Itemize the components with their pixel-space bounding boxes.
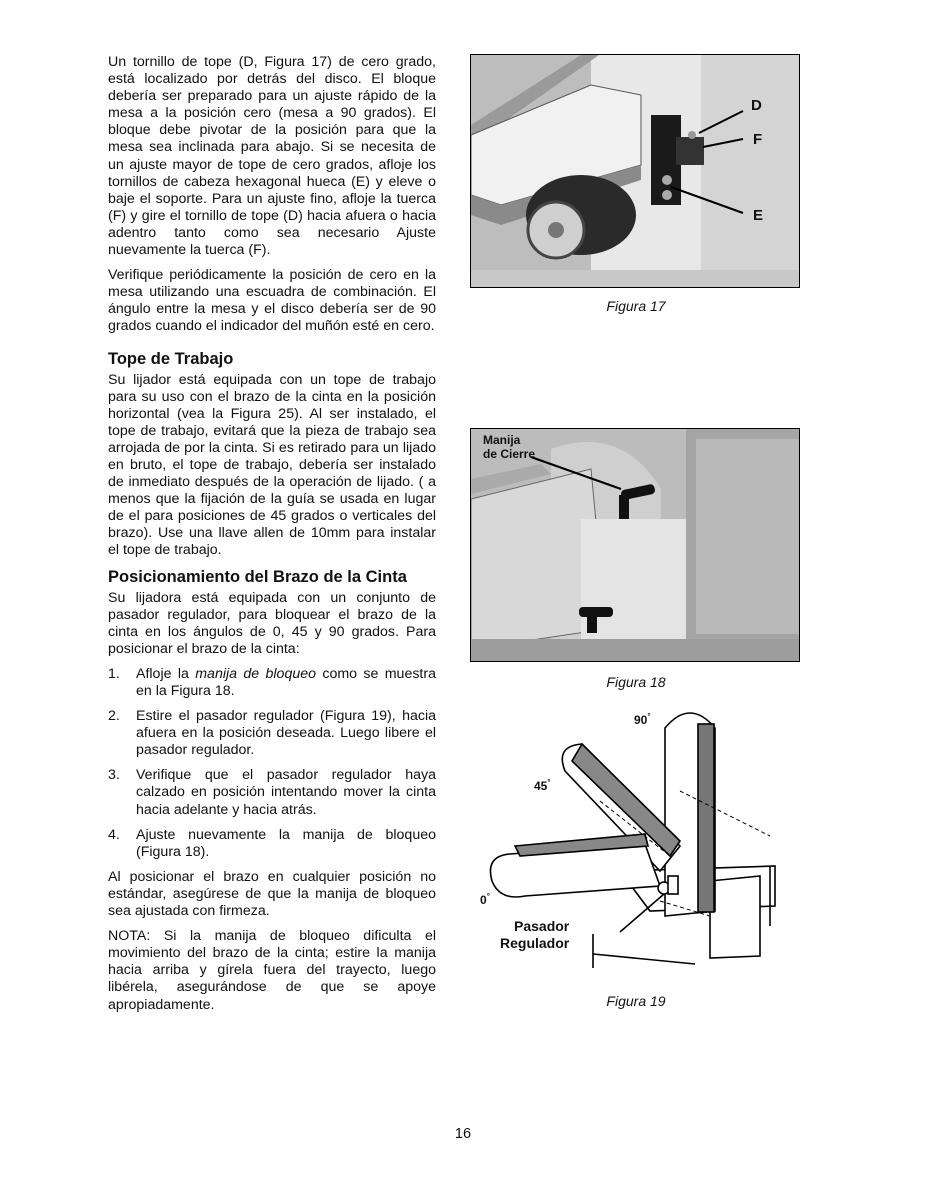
figure-17-photo (470, 54, 800, 288)
paragraph-note: NOTA: Si la manija de bloqueo dificulta el movimiento del brazo de la cinta; estire la manija hacia arriba y gírela fuera del trayecto, luego libérela, asegurándose de que se apoye apropiadamente. (108, 928, 436, 1013)
step-number: 1. (108, 665, 120, 682)
step-text: Ajuste nuevamente la manija de bloqueo (Figura 18). (136, 826, 436, 860)
label-angle-90: 90° (634, 712, 651, 727)
step-text-end: como se muestra en la Figura 18. (136, 665, 436, 699)
text-column (108, 54, 436, 1022)
heading-work-stop: Tope de Trabajo (108, 349, 234, 368)
figure-19-caption: Figura 19 (606, 993, 666, 1009)
label-d: D (751, 97, 762, 114)
figure-18-illustration (471, 429, 799, 661)
figure-19-drawing (470, 706, 810, 972)
step-number: 2. (108, 708, 120, 725)
list-item (108, 666, 436, 700)
list-item (108, 767, 436, 818)
figure-18-caption: Figura 18 (606, 674, 666, 690)
step-number: 3. (108, 767, 120, 784)
figure-18-photo (470, 428, 800, 662)
figure-17-caption: Figura 17 (606, 298, 666, 314)
steps-list (108, 666, 436, 861)
heading-arm-positioning: Posicionamiento del Brazo de la Cinta (108, 567, 407, 586)
step-text: Afloje la (136, 665, 196, 682)
paragraph-verify-zero: Verifique periódicamente la posición de cero en la mesa utilizando una escuadra de combinación. El ángulo entre la mesa y el disco debería ser de 90 grados cuando el indicador del muñón esté en cero. (108, 267, 436, 335)
paragraph-nonstandard: Al posicionar el brazo en cualquier posición no estándar, asegúrese de que la manija de bloqueo sea ajustada con firmeza. (108, 868, 436, 920)
paragraph-work-stop: Su lijador está equipada con un tope de trabajo para su uso con el brazo de la cinta en la posición horizontal (vea la Figura 25). Al ser instalado, el tope de trabajo, evitará que la pieza de trabajo sea arrojada de por la cinta. Si es retirado para un lijado en bruto, el tope de trabajo, debería ser instalado de inmediato después de la operación de lijado. ( a menos que la fijación de la guía se usada en lugar de el para posiciones de 45 grados o verticales del brazo). Use una llave allen de 10mm para instalar el tope de trabajo. (108, 371, 436, 559)
paragraph-zero-stop: Un tornillo de tope (D, Figura 17) de cero grado, está localizado por detrás del disco. El bloque debería ser preparado para un ajuste rápido de la mesa a la posición cero (mesa a 90 grados). El bloque debe pivotar de la posición para que la mesa sea inclinada para abajo. Si se necesita de un ajuste mayor de tope de cero grados, afloje los tornillos de cabeza hexagonal hueca (E) y eleve o baje el soporte. Para un ajuste fino, afloje la tuerca (F) y gire el tornillo de tope (D) hacia afuera o hacia adentro tanto como sea necesario Ajuste nuevamente la tuerca (F). (108, 54, 436, 259)
label-pasador: Pasador (514, 918, 570, 934)
step-text: Estire el pasador regulador (Figura 19), hacia afuera en la posición deseada. Luego libere el pasador regulador. (136, 708, 436, 759)
list-item (108, 708, 436, 759)
step-emphasis: manija de bloqueo (195, 665, 317, 682)
label-f: F (753, 131, 763, 148)
label-regulador: Regulador (500, 935, 570, 951)
label-angle-45: 45° (534, 778, 551, 793)
step-text: Verifique que el pasador regulador haya calzado en posición intentando mover la cinta hacia adelante y hacia atrás. (136, 767, 436, 818)
label-e: E (753, 207, 764, 224)
page-number: 16 (454, 1126, 472, 1142)
paragraph-arm-intro: Su lijadora está equipada con un conjunto de pasador regulador, para bloquear el brazo de la cinta en los ángulos de 0, 45 y 90 grados. Para posicionar el brazo de la cinta: (108, 589, 436, 657)
label-de-cierre: de Cierre (483, 447, 536, 461)
label-manija: Manija (483, 433, 521, 447)
label-angle-0: 0° (480, 892, 490, 907)
step-number: 4. (108, 826, 120, 843)
list-item (108, 827, 436, 861)
figure-17-illustration (471, 55, 799, 287)
